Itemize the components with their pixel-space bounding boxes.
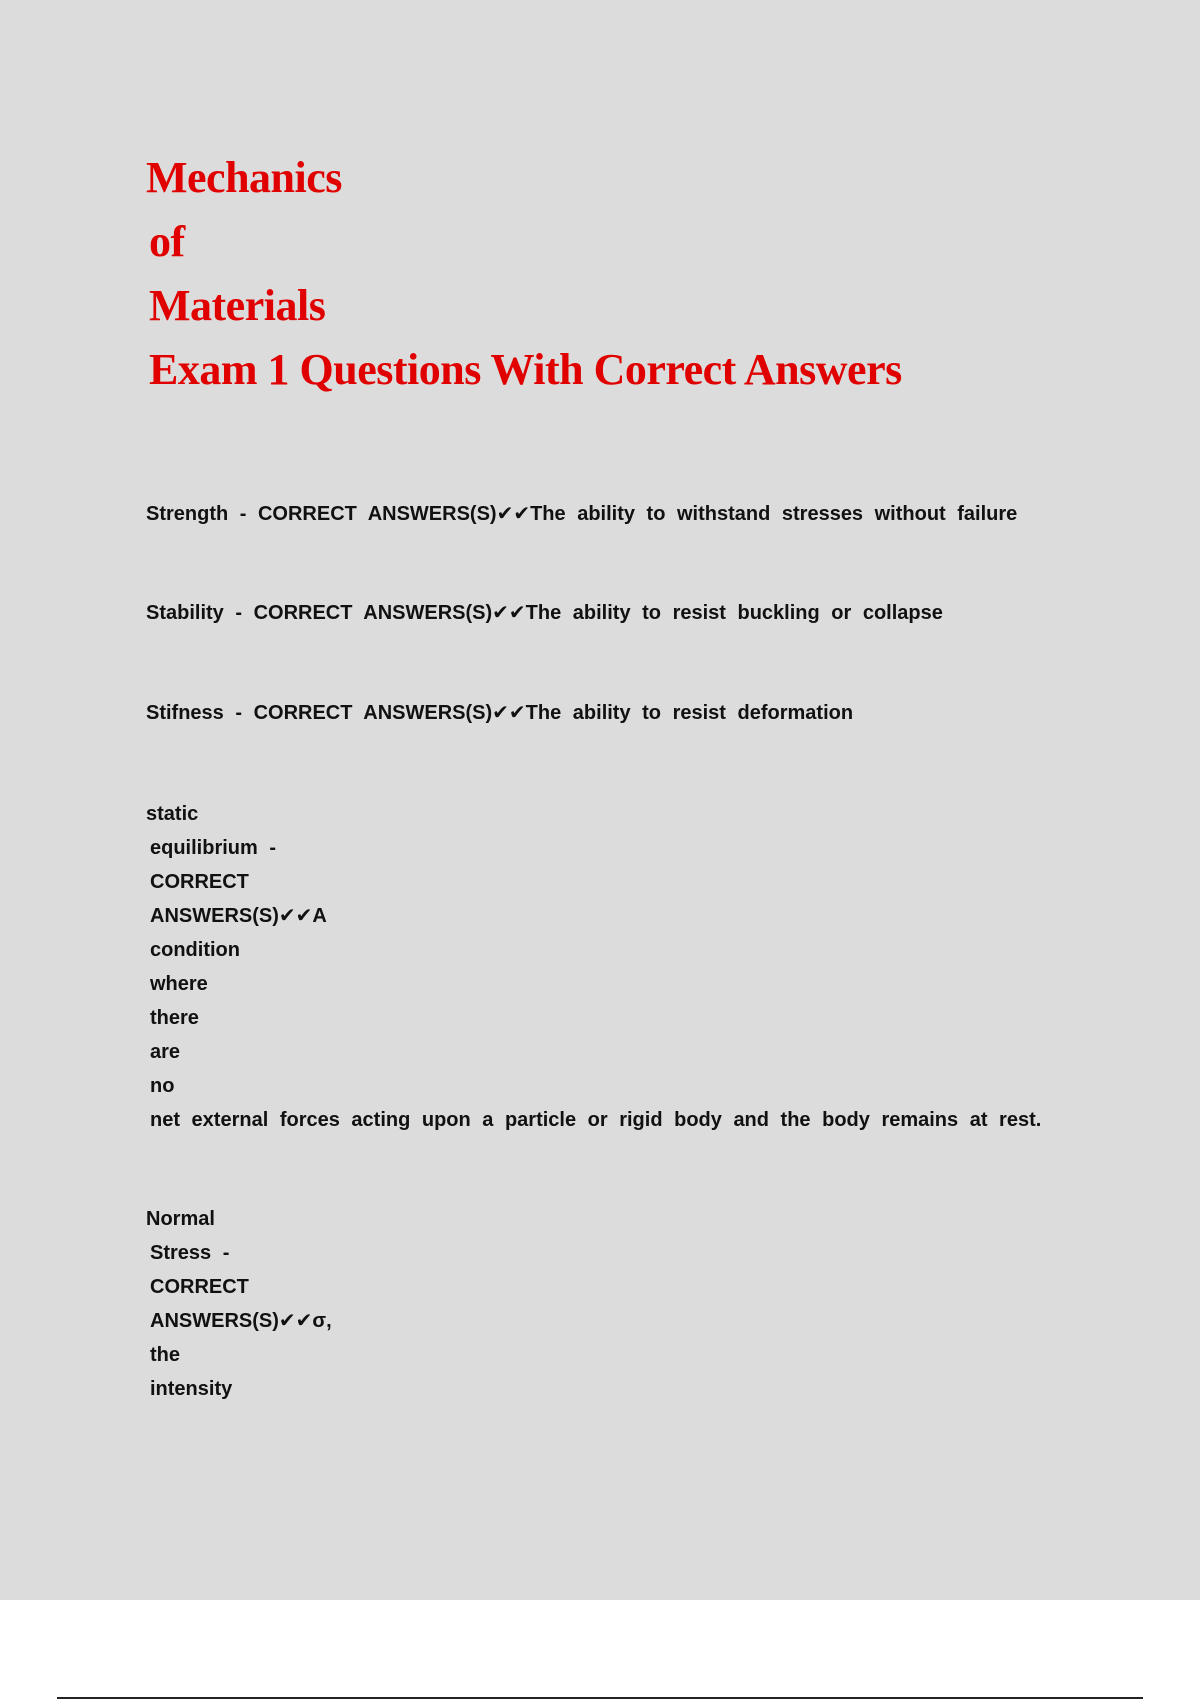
qa-line: net external forces acting upon a particle or rigid body and the body remains at rest. bbox=[150, 1109, 1042, 1131]
qa-entry-normal-stress bbox=[146, 1202, 332, 1406]
qa-line: Stability - CORRECT ANSWERS(S)✔✔The ability to resist buckling or collapse bbox=[146, 602, 943, 624]
title-line: of bbox=[149, 217, 185, 266]
qa-entry-strength bbox=[146, 497, 1017, 531]
qa-entry-stability bbox=[146, 596, 943, 630]
qa-line: CORRECT bbox=[150, 1276, 249, 1298]
qa-line: Stress - bbox=[150, 1242, 230, 1264]
qa-entry-static-equilibrium bbox=[146, 797, 1041, 1137]
qa-line: ANSWERS(S)✔✔A bbox=[150, 905, 327, 927]
qa-line: intensity bbox=[150, 1378, 233, 1400]
title-line: Mechanics bbox=[146, 153, 342, 202]
footer-divider bbox=[57, 1697, 1143, 1699]
qa-line: static bbox=[146, 803, 199, 825]
qa-line: ANSWERS(S)✔✔σ, bbox=[150, 1310, 332, 1332]
qa-line: Stifness - CORRECT ANSWERS(S)✔✔The ability to resist deformation bbox=[146, 702, 854, 724]
title-line: Materials bbox=[149, 281, 326, 330]
qa-line: the bbox=[150, 1344, 180, 1366]
qa-line: are bbox=[150, 1041, 181, 1063]
qa-entry-stiffness bbox=[146, 696, 853, 730]
title-line: Exam 1 Questions With Correct Answers bbox=[149, 345, 902, 394]
qa-line: no bbox=[150, 1075, 175, 1097]
qa-line: Strength - CORRECT ANSWERS(S)✔✔The ability to withstand stresses without failure bbox=[146, 503, 1018, 525]
qa-line: Normal bbox=[146, 1208, 215, 1230]
qa-line: where bbox=[150, 973, 208, 995]
qa-line: there bbox=[150, 1007, 199, 1029]
qa-line: CORRECT bbox=[150, 871, 249, 893]
qa-line: condition bbox=[150, 939, 240, 961]
qa-line: equilibrium - bbox=[150, 837, 276, 859]
document-title bbox=[146, 146, 902, 402]
